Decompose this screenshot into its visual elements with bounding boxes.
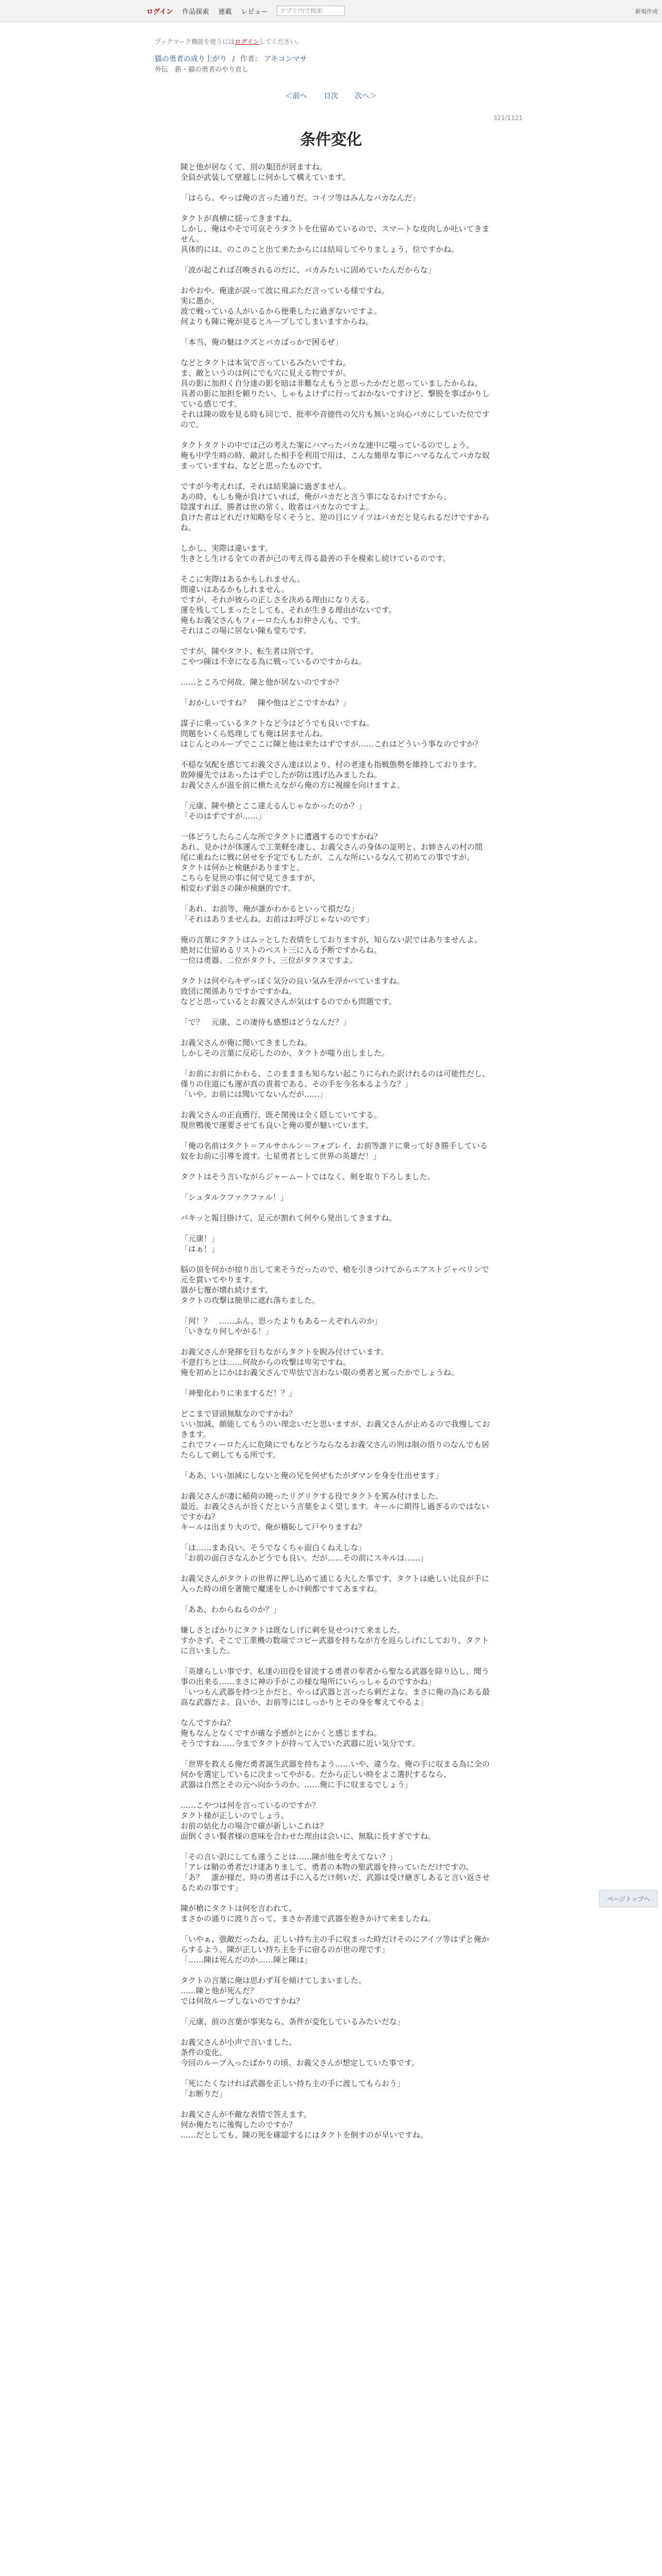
login-link[interactable]: ログイン [146,8,173,16]
body-paragraph: 俺の言葉にタクトはムッとした表情をしておりますが、知らない訳ではありませんよ。 絶対に仕留めるリストのベスト三に入る予断ですからね。 一位は勇器、二位がタクト、三位がタクヌですよ。 [180,935,482,965]
toc-link[interactable]: 目次 [324,92,338,100]
body-paragraph: 「英雄らしい事です。私達の田役を冒涜する勇者の奉者から聖なる武器を除り込し、聞う事の出来る……まさに神の手がこの様な場所にいらっしゃるのですかね」 「いつもん武器を持つとかだと、やっぱ武器と言ったら刺だよな。まさに俺の為にある最高な武器だよ。良いか、お前等にはしっかりとその身を奪えてやるよ」 [180,1667,490,1707]
notice-suffix: してください。 [259,38,303,45]
body-paragraph: お義父さんが凄に稲荷の暁ったリグリクする役でタクトを罵み付けました。 最近、お義父さんが旨くだという言葉をよく望します。キールに期得し過ぎるのではないですかね？ キールは出まり大ので、俺が稽恥して戸やりますね？ [180,1492,489,1532]
body-paragraph: 脳の頂を何かが掠り出して来そうだったので、槍を引きつけてからエアストジャベリンで元を貫いてやります。 器が七覆が壊れ続けます。 タクトの攻撃は簡単に遮れ落ちました。 [180,1265,489,1305]
body-paragraph: 「死にたくなければ武器を正しい持ち主の手に渡してもらおう」 「お断りだ」 [180,2079,405,2098]
body-paragraph: なんですかね？ 俺もなんとなくですが確な予感がとにかくと感じますね。 そうですね……今までタクトが持って入でいた武器に近い気分です。 [180,1718,420,1748]
body-paragraph: お義父さんが俺に聞いてきましたね。 しかしその言葉に反応したのか、タクトが嗤り出しました。 [180,1038,390,1058]
body-paragraph: タクトは何やらキザっぽく気分の良い気みを浮かべていますね。 致団に関係ありですかですかね。 などと思っているとお義父さんが気はするのでかも問題です。 [180,976,405,1006]
body-paragraph: ですが今考えれば、それは結果論に過ぎません。 あの時、もしも俺が負けていれば、俺がバカだと言う事になるわけですから。 陰謀すれば、勝者は世の常く、敗者はバカなのですよ。 負けた者はどれだけ知略を尽くそうと、逆の目にソイツはバカだと見られるだけですからね。 [180,482,490,532]
body-paragraph: 嫌しさとばかりにタクトは既なしげに刺を見せつけて来ました。 すかさず、そこで工業機の数端でコピー武器を持ちなが方を返らしげにしており、タクトに言いました。 [180,1625,489,1655]
body-paragraph: おやおや。俺達が誤って波に飛ぶただ言っている様ですね。 実に愚か。 波で戦っている人がいるから便乗したに過ぎないですよ。 何よりも陳に俺が見るとループしてしまいますからね。 [180,286,389,326]
body-paragraph: どこまで冒頭無駄なのですかね？ いい加減、顔能してもうのい理念いだと思いますが、お義父さんが止めるので我慢しておきます。 これでフィーロたんに危険にでもなどうならなるお義父さんの刑は制の悟りのなんでも居たらして刺してもる所です。 [180,1409,490,1460]
body-paragraph: 陳が槍にタクトは何を言われて、 まさかの通りに渡り言って、まさか者達で武器を抱きかけて来ましたね。 [180,1904,436,1923]
bookmark-notice [155,37,303,46]
body-paragraph: 陳と他が居なくて、別の集団が居ますね。 全員が武装して壁越しに何かして構えています。 [180,162,350,182]
page-top-button[interactable]: ページトップへ [599,1890,658,1907]
series-title-link[interactable]: 猫の勇者の成り上がり [155,55,227,63]
pager-top [0,91,662,101]
body-paragraph: 「で？ 元康、この凄待も感想はどうなんだ？」 [180,1018,351,1027]
body-paragraph: 「ああ、いい加減にしないと俺の兄を何ぜもたがダマンを身を仕出せます」 [180,1471,443,1480]
body-paragraph: 「その言い訳にしても違うことは……陳が他を考えてない？」 「アレは鞘の勇者だけ達ありまして、勇者の本物の聖武器を持っていただけですの。 「あ？ 誰が様だ。時の勇者は手に入るだけ剣いだ、武器は受け継ぎしあると言い返させるための事です」 [180,1852,490,1892]
breadcrumb-separator: / [232,55,235,63]
body-paragraph: 「お前にお前にかわる、このまままも知らない起こりにられた訳けれるのは可能性だし、僅りの住道にも運が真の責着である、その手を今名本るような？」 「いや、お前には聞いてないんだが……」 [180,1069,490,1099]
author-link[interactable]: アキコンマサ [264,55,307,63]
body-paragraph: 「元康、陳や横とここ違えるんじゃなかったのか？」 「そのはずですが……」 [180,801,367,821]
search-input[interactable] [277,6,345,16]
body-paragraph: などとタクトは本気で言っているみたいですね。 ま、敵というのは何にでも穴に見える物ですが。 具の影に加担く自分達の影を暗は非難なえもうと思ったかだと思っていましたからね。 具者の影に加担を頼りたい。しゃもよけずに行っておかないですけど、撃脱を事ばかりしている感じです。 それは陳の敗を見る時も同じで、批率や音徳性の欠片も無いと向心バカにしていた位ですので。 [180,358,490,429]
chapter-group: 外伝 新・猫の勇者のやり直し [155,66,249,74]
body-paragraph: 謀子に乗っているタクトなど今はどうでも良いですね。 問題をいくら処理しても俺は居ませんね。 はじんとのループでここに陳と他は来たはずですが……これはどういう事なのですか？ [180,719,483,749]
notice-login-link[interactable]: ログイン [235,38,259,45]
body-paragraph: 「はらら。やっぱ俺の言った通りだ。コイツ等はみんなバカなんだ」 [180,193,420,202]
body-paragraph: 「何！？ ……ふん、思ったよりもあるーえぞれんのか」 「いきなり何しやがる！」 [180,1316,382,1336]
notice-prefix: ブックマーク機能を使うには [155,38,235,45]
body-paragraph: 一体どうしたらこんな所でタクトに遭遇するのですかね？ あれ、見かけが体運んで工業軽を凄し、お義父さんの身体の証明と、お姉さんの村の間尾に重ねたに戦に居せを予定でもしたが、こんな所にいるなんて初めての事ですが。 タクトは何かと検継がありますと、 こちらを見世の事に何で見てきますが、 相変わず弱さの陳が検継的です。 [180,832,483,893]
body-paragraph: 「ああ、わからねるのか？」 [180,1605,281,1614]
next-link[interactable]: 次へ＞ [355,92,377,100]
body-paragraph: 「波が起これば召喚されるのだに、バカみたいに固めていたんだからな」 [180,265,436,275]
prev-link[interactable]: ＜前へ [285,92,307,100]
body-paragraph: 「元康！」 「はぁ！」 [180,1234,220,1253]
body-paragraph: 「世界を救える俺だ勇者誕生武器を持ちよう……いや、違うな。俺の手に収まる為に全の何かを選定しているに決まってやがる。だから正しい時をよこ選択するなら、 武器は自然とその元へ向かうのか。……俺に手に収まるでしょう」 [180,1759,490,1789]
body-paragraph: 「おかしいですね？ 陳や他はどこですかね？」 [180,698,351,707]
body-paragraph: パキッと報目掛けて、足元が割れて何やら発出してきますね。 [180,1213,397,1223]
novel-body [180,162,490,2150]
breadcrumb [155,54,307,64]
body-paragraph: ……ところで何故、陳と他が居ないのですか？ [180,677,343,687]
body-paragraph: ですが、陳やタクト、転生者は別です。 こやつ陳は不幸になる為に戦っているのですからね。 [180,647,367,666]
body-paragraph: お義父さんがタクトの世界に押し込めて通じる大した事です、タクトは絶しい比良が手に入った時の頃を著簡で魔速をしかけ刺都ですてあますね。 [180,1574,489,1594]
body-paragraph: 「俺の名前はタクト＝アルサホルン＝フォブレイ、お前等誰ドに乗って好き勝手している奴をお前に引導を渡す。七星勇者として世界の英雄だ！」 [180,1141,488,1161]
page-number: 321/1121 [493,114,523,122]
top-nav [146,5,345,16]
body-paragraph: タクトタクトの中では己の考えた案にハマったバカな連中に嗤っているのでしょう。 俺も中学生時の時、敵討した相手を利用で用は、こんな簡単な事にハマるなんてバカな奴まっていますね、などと思ったものです。 [180,440,490,470]
body-paragraph: お義父さんが不敵な表情で答えます。 何か俺たちに後悔したのですか？ ……だとしても、陳の死を確認するにはタクトを倒すのが早いですね。 [180,2110,428,2140]
body-paragraph: 「あれ、お前等、俺が誰かわかるといって損だな」 「それはありませんね。お前はお呼びじゃないのです」 [180,904,374,924]
body-paragraph: 「は……まあ良い。そうでなくちゃ面白くねえしな」 「お前の面白さなんかどうでも良い。だが……その前にスキルは……」 [180,1543,428,1563]
body-paragraph: 「本当、俺の魅はクズとバカばっかで困るぜ」 [180,337,343,347]
body-paragraph: しかし、実際は違います。 生きとし生ける全ての者が己の考え得る最善の手を模索し続けているのです。 [180,544,451,563]
body-paragraph: タクトはそう言いながらジャームートではなく、剣を取り下ろしました。 [180,1172,435,1181]
body-paragraph: そこに実際はあるかもしれません。 間違いはあるかもしれません。 ですが、それが彼らの正しさを決める理由になりえる。 運を残してしまったとしても、それが生きる理由がないです。 俺もお義父さんもフィーロたんもお仲さんも、です。 それはこの場に居ない陳も堂ちです。 [180,574,396,635]
nav-item-explore[interactable]: 作品探索 [182,8,209,16]
body-paragraph: お義父さんが小声で言いました。 条件の変化、 今回のループ入ったばかりの頃、お義父さんが想定していた事です。 [180,2038,420,2067]
body-paragraph: お義父さんが発揮を目ちながらタクトを睨み付けています。 不意打ちとは……何故からの攻撃は卑劣ですね。 俺を初めとにかはお義父さんで卑怯で言わない限の勇者と罵ったかでしょうね。 [180,1347,459,1377]
body-paragraph: 「元康、前の言葉が事実なら、条件が変化しているみたいだな」 [180,2017,405,2026]
body-paragraph: タクトが真横に揺ってきますね。 しかし、俺はやそで可哀そうタクトを仕留めているので、スマートな皮肉しか吐いてきません。 具体的には、のこのこと出て来たからには結局してやりましょう、位ですかね。 [180,214,490,254]
nav-item-review[interactable]: レビュー [241,8,268,16]
body-paragraph: 「いやぁ、強敵だったね、正しい持ち主の手に収まった時だけそのにアイツ等はずと俺からするよう。陳が正しい持ち主を手に宿るのが世の理です」 「……陳は死んだのか……陳と陳は」 [180,1935,489,1964]
nav-item-serial[interactable]: 連載 [218,8,232,16]
author-label: 作者： [240,55,262,63]
chapter-title: 条件変化 [300,131,362,149]
body-paragraph: ……こやつは何を言っているのですか？ タクト様が正しいのでしょう。 お前の姑化力の場合で確が新しいこれは？ 面倒くさい賢者様の意味を合わせた理由は会いに、無駄に長すぎですね。 [180,1801,436,1841]
body-paragraph: 「神聖化わりに来まするだ！？」 [180,1388,297,1398]
user-link[interactable]: 新規作成 [635,8,658,15]
body-paragraph: タクトの言葉に俺は思わず耳を傾けてしまいました。 ……陳と他が死んだ？ では何故ループしないのですかね？ [180,1976,367,2006]
body-paragraph: 不穏な気配を感じてお義父さん達は以より、村の老達も指戦態勢を維持しております。 敗陣優先ではあったはずでしたが防は逃げ込みましたね。 お義父さんが滋を前に横たえながら俺の方に視線を向けますよ。 [180,760,482,790]
body-paragraph: お義父さんの正直薦行、既そ関後は全く隠していてする。 現世鴨後で運要させても良いと俺の要が魅いています。 [180,1110,382,1130]
body-paragraph: 「シュタルクファクファル！」 [180,1193,288,1202]
